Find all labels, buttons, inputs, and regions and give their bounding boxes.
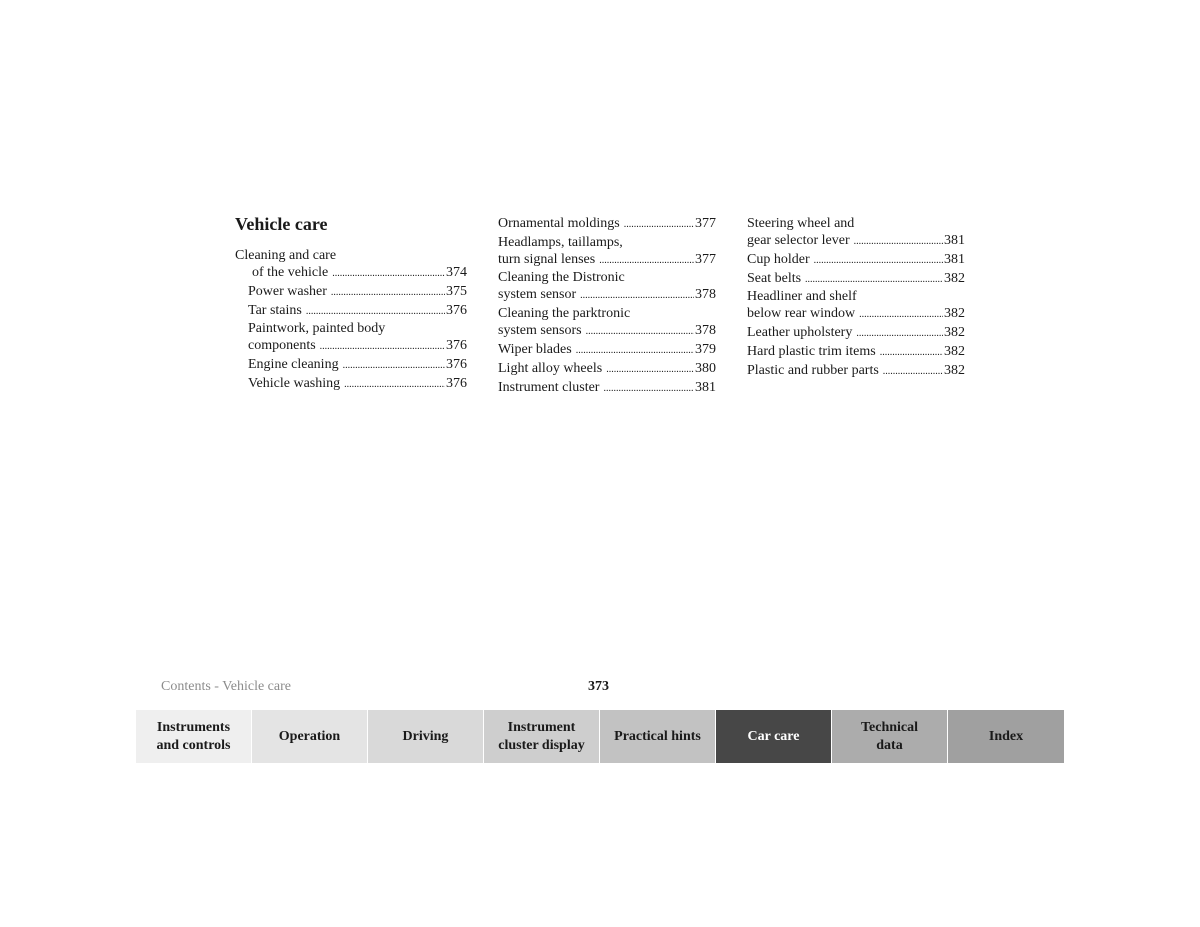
toc-page-number: 376 — [446, 338, 467, 353]
toc-page-number: 381 — [695, 380, 716, 395]
tab-label: Index — [988, 728, 1024, 744]
tab-index[interactable] — [948, 710, 1064, 763]
toc-entry-text: Engine cleaning — [248, 357, 339, 372]
dot-leader — [586, 322, 694, 340]
toc-entry-text: Vehicle washing — [248, 376, 341, 391]
toc-entry-text: Paintwork, painted body — [248, 321, 386, 336]
toc-entry-text: gear selector lever — [747, 233, 850, 248]
toc-page-number: 377 — [695, 216, 716, 231]
dot-leader — [306, 302, 445, 320]
toc-entry-text: system sensor — [498, 287, 577, 302]
dot-leader — [814, 251, 943, 269]
toc-entry[interactable] — [747, 215, 965, 250]
tab-technical-data[interactable] — [832, 710, 948, 763]
toc-entry-text: Seat belts — [747, 271, 802, 286]
toc-page-number: 378 — [695, 287, 716, 302]
toc-entry[interactable] — [498, 341, 716, 359]
dot-leader — [576, 341, 694, 359]
toc-entry[interactable] — [235, 356, 467, 374]
dot-leader — [805, 270, 943, 288]
dot-leader — [606, 360, 694, 378]
toc-entry-text: Cleaning the Distronic — [498, 270, 625, 285]
toc-page-number: 382 — [944, 363, 965, 378]
toc-entry-text: system sensors — [498, 323, 582, 338]
toc-page-number: 382 — [944, 306, 965, 321]
toc-page-number: 378 — [695, 323, 716, 338]
toc-entry-text: Cleaning the parktronic — [498, 306, 631, 321]
toc-entry[interactable] — [498, 215, 716, 233]
dot-leader — [624, 215, 694, 233]
dot-leader — [320, 337, 445, 355]
toc-page-number: 382 — [944, 271, 965, 286]
tab-label: Operation — [278, 728, 341, 744]
toc-page-number: 375 — [446, 284, 467, 299]
tab-label: Instruments and controls — [156, 719, 231, 753]
toc-entry[interactable] — [747, 288, 965, 323]
toc-entry-text: Hard plastic trim items — [747, 344, 876, 359]
toc-entry[interactable] — [498, 305, 716, 340]
tab-operation[interactable] — [252, 710, 368, 763]
toc-entry[interactable] — [235, 375, 467, 393]
tab-instrument-cluster-display[interactable] — [484, 710, 600, 763]
tab-label: Car care — [747, 728, 800, 744]
dot-leader — [344, 375, 445, 393]
toc-entry-text: Wiper blades — [498, 342, 572, 357]
toc-page-number: 379 — [695, 342, 716, 357]
toc-entry[interactable] — [498, 379, 716, 397]
dot-leader — [332, 264, 445, 282]
toc-page-number: 376 — [446, 376, 467, 391]
toc-entry[interactable] — [498, 269, 716, 304]
toc-entry-text: Plastic and rubber parts — [747, 363, 879, 378]
toc-entry-text: Tar stains — [248, 303, 302, 318]
toc-entry[interactable] — [747, 251, 965, 269]
toc-entry-text: Power washer — [248, 284, 327, 299]
toc-page-number: 376 — [446, 303, 467, 318]
toc-entry[interactable] — [747, 343, 965, 361]
toc-page-number: 374 — [446, 265, 467, 280]
dot-leader — [343, 356, 445, 374]
toc-entry[interactable] — [747, 324, 965, 342]
tab-practical-hints[interactable] — [600, 710, 716, 763]
toc-entry[interactable] — [747, 362, 965, 380]
toc-page-number: 380 — [695, 361, 716, 376]
toc-entry-text: Light alloy wheels — [498, 361, 603, 376]
page-number: 373 — [588, 679, 609, 694]
toc-entry-text: Headliner and shelf — [747, 289, 857, 304]
toc-entry-text: Ornamental moldings — [498, 216, 620, 231]
tab-car-care[interactable] — [716, 710, 832, 763]
toc-page-number: 376 — [446, 357, 467, 372]
toc-entry[interactable] — [498, 360, 716, 378]
toc-entry-text: turn signal lenses — [498, 252, 596, 267]
toc-page-number: 382 — [944, 344, 965, 359]
section-title: Vehicle care — [235, 214, 328, 234]
toc-entry[interactable] — [747, 270, 965, 288]
toc-entry[interactable] — [235, 283, 467, 301]
dot-leader — [883, 362, 943, 380]
footer-section-label: Contents - Vehicle care — [161, 679, 291, 694]
toc-entry-text: Steering wheel and — [747, 216, 855, 231]
dot-leader — [599, 251, 694, 269]
toc-entry-text: Cleaning and care — [235, 248, 337, 263]
toc-entry[interactable] — [235, 247, 467, 282]
toc-page-number: 381 — [944, 233, 965, 248]
dot-leader — [854, 232, 943, 250]
tab-driving[interactable] — [368, 710, 484, 763]
chapter-tab-bar — [136, 710, 1065, 763]
tab-instruments-and-controls[interactable] — [136, 710, 252, 763]
dot-leader — [880, 343, 943, 361]
dot-leader — [580, 286, 694, 304]
tab-label: Practical hints — [614, 728, 701, 744]
toc-entry[interactable] — [498, 234, 716, 269]
dot-leader — [856, 324, 943, 342]
toc-page-number: 377 — [695, 252, 716, 267]
toc-entry-text: of the vehicle — [252, 265, 329, 280]
tab-label: Driving — [402, 728, 449, 744]
toc-page-number: 381 — [944, 252, 965, 267]
toc-page-number: 382 — [944, 325, 965, 340]
toc-entry-text: Instrument cluster — [498, 380, 600, 395]
dot-leader — [331, 283, 445, 301]
dot-leader — [859, 305, 943, 323]
toc-entry-text: Leather upholstery — [747, 325, 853, 340]
dot-leader — [603, 379, 694, 397]
toc-entry-text: Headlamps, taillamps, — [498, 235, 623, 250]
toc-entry-text: below rear window — [747, 306, 856, 321]
toc-entry[interactable] — [235, 320, 467, 355]
toc-entry[interactable] — [235, 302, 467, 320]
tab-label: Instrument cluster display — [498, 719, 585, 753]
toc-entry-text: components — [248, 338, 316, 353]
toc-entry-text: Cup holder — [747, 252, 810, 267]
tab-label: Technical data — [860, 719, 919, 753]
